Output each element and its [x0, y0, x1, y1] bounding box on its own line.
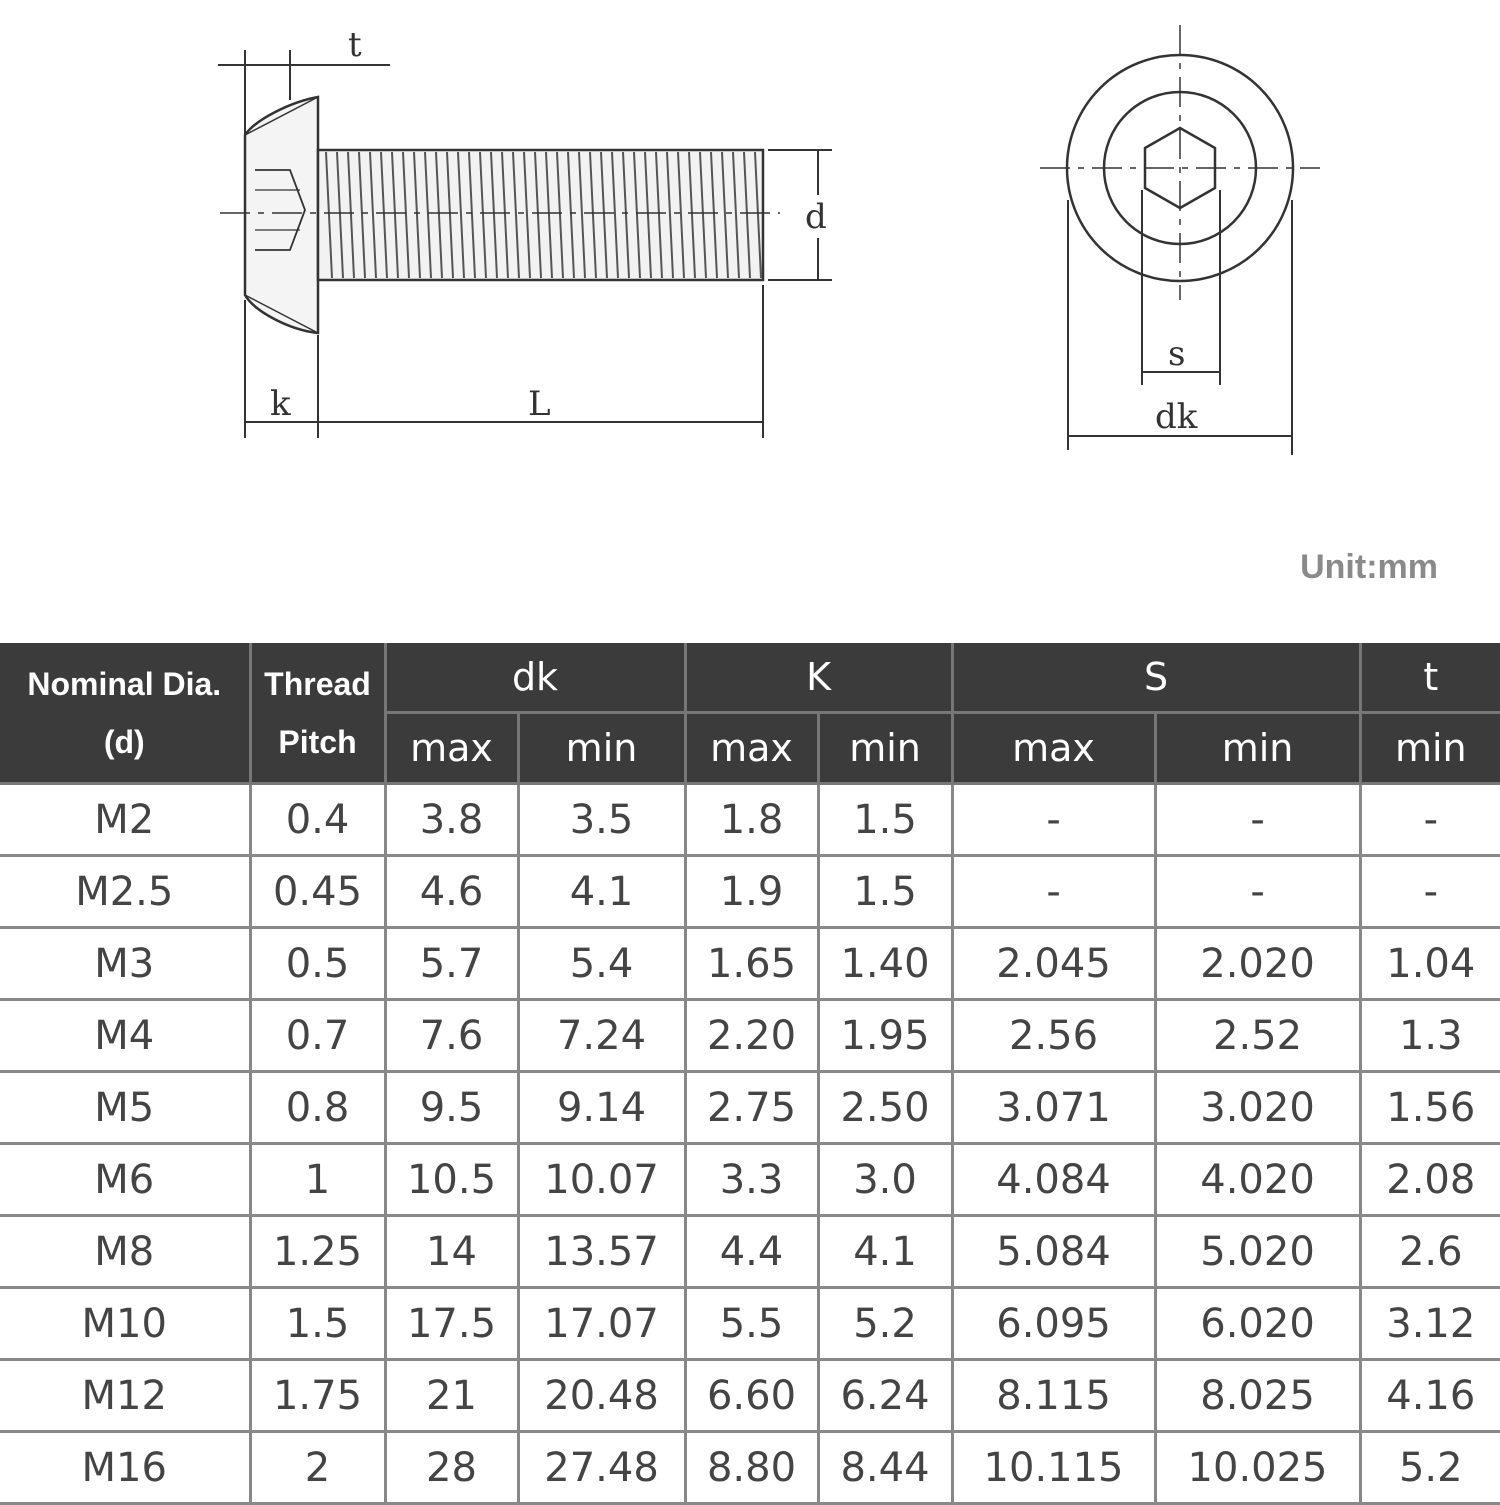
- table-cell: -: [1155, 784, 1360, 856]
- table-cell: 10.115: [952, 1432, 1155, 1504]
- header-nominal-dia: [0, 643, 250, 784]
- table-cell: 14: [385, 1216, 518, 1288]
- table-cell: 0.5: [250, 928, 385, 1000]
- header-thread-line1: Thread: [264, 665, 371, 702]
- table-cell: -: [952, 856, 1155, 928]
- table-cell: 1.5: [818, 784, 952, 856]
- table-cell: -: [1360, 856, 1500, 928]
- table-cell: 2.045: [952, 928, 1155, 1000]
- table-cell: 1.5: [818, 856, 952, 928]
- table-cell: 8.025: [1155, 1360, 1360, 1432]
- table-row: [0, 1360, 1500, 1432]
- table-cell: 13.57: [518, 1216, 685, 1288]
- label-t: t: [348, 25, 362, 65]
- table-cell: 3.020: [1155, 1072, 1360, 1144]
- header-sub: max: [685, 713, 818, 784]
- header-sub: min: [818, 713, 952, 784]
- table-cell: 5.2: [818, 1288, 952, 1360]
- table-cell: 3.071: [952, 1072, 1155, 1144]
- table-cell: 8.44: [818, 1432, 952, 1504]
- table-cell: 1.9: [685, 856, 818, 928]
- table-cell: 1.5: [250, 1288, 385, 1360]
- label-L: L: [528, 384, 551, 424]
- unit-label: Unit:mm: [1300, 548, 1438, 586]
- header-group-k: K: [685, 643, 952, 713]
- table-cell: 2.6: [1360, 1216, 1500, 1288]
- table-cell: M6: [0, 1144, 250, 1216]
- table-cell: 1.04: [1360, 928, 1500, 1000]
- table-cell: 2.08: [1360, 1144, 1500, 1216]
- table-cell: 0.4: [250, 784, 385, 856]
- table-cell: -: [952, 784, 1155, 856]
- table-cell: 10.025: [1155, 1432, 1360, 1504]
- table-cell: 4.6: [385, 856, 518, 928]
- table-cell: 5.7: [385, 928, 518, 1000]
- table-cell: 20.48: [518, 1360, 685, 1432]
- table-cell: 17.5: [385, 1288, 518, 1360]
- table-cell: 4.16: [1360, 1360, 1500, 1432]
- table-cell: 8.80: [685, 1432, 818, 1504]
- header-sub: max: [385, 713, 518, 784]
- table-cell: 7.24: [518, 1000, 685, 1072]
- table-cell: 2.50: [818, 1072, 952, 1144]
- table-cell: 5.5: [685, 1288, 818, 1360]
- table-cell: 10.5: [385, 1144, 518, 1216]
- table-row: [0, 1288, 1500, 1360]
- table-cell: -: [1155, 856, 1360, 928]
- table-cell: 2.75: [685, 1072, 818, 1144]
- table-cell: 4.020: [1155, 1144, 1360, 1216]
- header-sub: min: [1360, 713, 1500, 784]
- table-cell: -: [1360, 784, 1500, 856]
- table-cell: M12: [0, 1360, 250, 1432]
- table-cell: 5.4: [518, 928, 685, 1000]
- table-cell: M2: [0, 784, 250, 856]
- table-cell: M8: [0, 1216, 250, 1288]
- table-cell: M16: [0, 1432, 250, 1504]
- table-cell: 6.60: [685, 1360, 818, 1432]
- table-row: [0, 1072, 1500, 1144]
- header-sub: min: [518, 713, 685, 784]
- table-cell: 2: [250, 1432, 385, 1504]
- table-cell: 1.40: [818, 928, 952, 1000]
- table-cell: 5.084: [952, 1216, 1155, 1288]
- table-cell: 4.1: [518, 856, 685, 928]
- table-cell: 6.095: [952, 1288, 1155, 1360]
- table-row: [0, 1216, 1500, 1288]
- spec-table-body: [0, 784, 1500, 1504]
- table-cell: 10.07: [518, 1144, 685, 1216]
- header-nominal-line2: (d): [103, 723, 145, 760]
- header-group-s: S: [952, 643, 1360, 713]
- table-cell: 3.8: [385, 784, 518, 856]
- label-k: k: [270, 384, 291, 424]
- table-cell: 3.3: [685, 1144, 818, 1216]
- table-cell: 2.56: [952, 1000, 1155, 1072]
- table-cell: 5.2: [1360, 1432, 1500, 1504]
- table-cell: 21: [385, 1360, 518, 1432]
- table-cell: 5.020: [1155, 1216, 1360, 1288]
- table-cell: 6.020: [1155, 1288, 1360, 1360]
- table-cell: 7.6: [385, 1000, 518, 1072]
- table-cell: 0.8: [250, 1072, 385, 1144]
- header-sub: max: [952, 713, 1155, 784]
- table-cell: 9.14: [518, 1072, 685, 1144]
- table-cell: 4.084: [952, 1144, 1155, 1216]
- table-cell: 2.20: [685, 1000, 818, 1072]
- table-cell: 1: [250, 1144, 385, 1216]
- table-cell: M4: [0, 1000, 250, 1072]
- table-cell: 28: [385, 1432, 518, 1504]
- table-cell: 2.52: [1155, 1000, 1360, 1072]
- table-cell: M10: [0, 1288, 250, 1360]
- table-cell: 1.3: [1360, 1000, 1500, 1072]
- table-cell: 27.48: [518, 1432, 685, 1504]
- table-cell: 0.45: [250, 856, 385, 928]
- header-group-t: t: [1360, 643, 1500, 713]
- table-cell: M3: [0, 928, 250, 1000]
- header-sub: min: [1155, 713, 1360, 784]
- table-row: [0, 1432, 1500, 1504]
- table-row: [0, 856, 1500, 928]
- header-group-dk: dk: [385, 643, 685, 713]
- top-view-labels: [1155, 334, 1198, 437]
- table-row: [0, 1144, 1500, 1216]
- table-cell: 1.65: [685, 928, 818, 1000]
- header-nominal-line1: Nominal Dia.: [27, 665, 222, 702]
- table-cell: 4.1: [818, 1216, 952, 1288]
- top-view-drawing: [1040, 25, 1320, 455]
- table-cell: M5: [0, 1072, 250, 1144]
- table-cell: 2.020: [1155, 928, 1360, 1000]
- table-cell: M2.5: [0, 856, 250, 928]
- table-cell: 1.95: [818, 1000, 952, 1072]
- table-cell: 4.4: [685, 1216, 818, 1288]
- bolt-diagram: [0, 0, 1500, 530]
- table-cell: 1.75: [250, 1360, 385, 1432]
- table-row: [0, 928, 1500, 1000]
- table-cell: 3.5: [518, 784, 685, 856]
- table-cell: 9.5: [385, 1072, 518, 1144]
- label-d: d: [805, 197, 827, 237]
- spec-table: [0, 643, 1500, 1505]
- table-cell: 3.12: [1360, 1288, 1500, 1360]
- header-thread-pitch: [250, 643, 385, 784]
- table-cell: 1.8: [685, 784, 818, 856]
- table-cell: 8.115: [952, 1360, 1155, 1432]
- table-cell: 1.56: [1360, 1072, 1500, 1144]
- table-cell: 0.7: [250, 1000, 385, 1072]
- label-s: s: [1168, 334, 1186, 374]
- table-cell: 3.0: [818, 1144, 952, 1216]
- table-cell: 1.25: [250, 1216, 385, 1288]
- header-thread-line2: Pitch: [278, 723, 357, 760]
- table-cell: 6.24: [818, 1360, 952, 1432]
- table-cell: 17.07: [518, 1288, 685, 1360]
- table-row: [0, 784, 1500, 856]
- table-row: [0, 1000, 1500, 1072]
- label-dk: dk: [1155, 397, 1198, 437]
